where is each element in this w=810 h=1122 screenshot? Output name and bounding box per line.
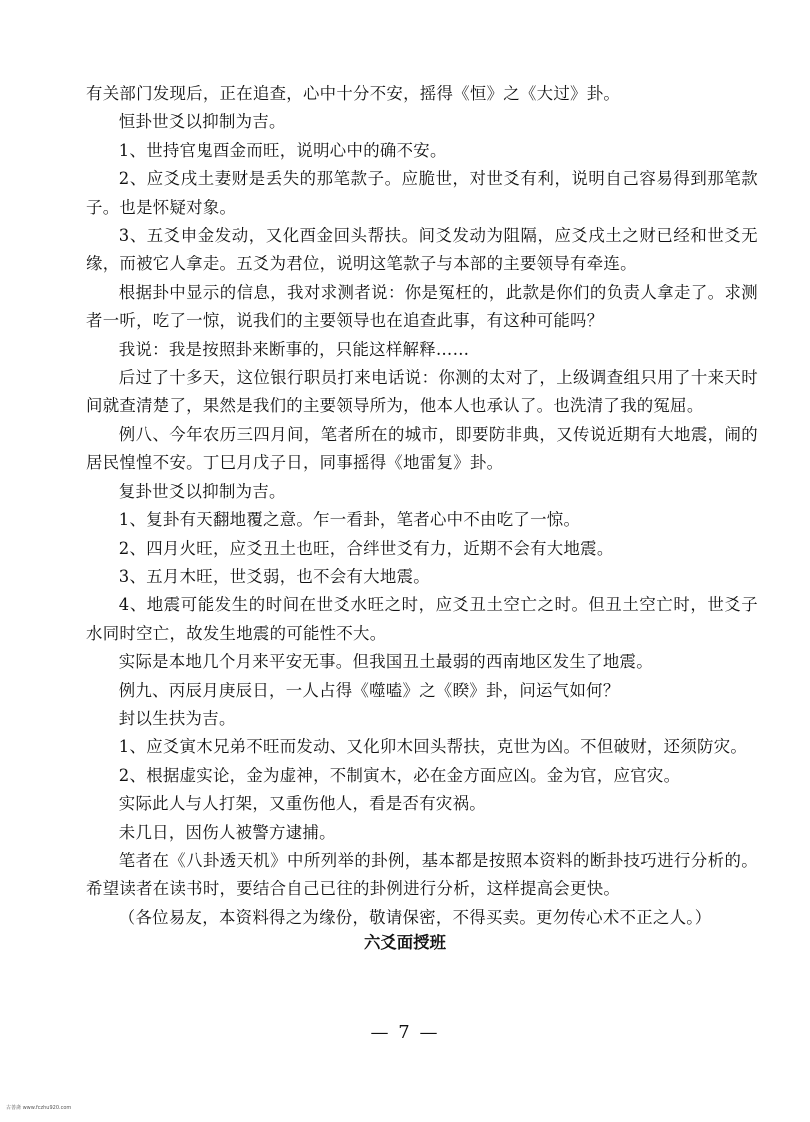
paragraph: 实际是本地几个月来平安无事。但我国丑土最弱的西南地区发生了地震。	[118, 652, 653, 672]
paragraph: 有关部门发现后，正在追查，心中十分不安，摇得《恒》之《大过》卦。	[86, 84, 621, 103]
paragraph: 1、复卦有天翻地覆之意。乍一看卦，笔者心中不由吃了一惊。	[118, 510, 581, 530]
paragraph: 后过了十多天，这位银行职员打来电话说：你测的太对了，上级调查组只用了十来天时间就查清楚了，果然是我们的主要领导所为，他本人也承认了。也洗清了我的冤屈。	[86, 368, 758, 416]
paragraph: 1、应爻寅木兄弟不旺而发动、又化卯木回头帮扶，克世为凶。不但破财，还须防灾。	[118, 737, 748, 757]
paragraph: 2、四月火旺，应爻丑土也旺，合绊世爻有力，近期不会有大地震。	[118, 538, 614, 558]
paragraph: 笔者在《八卦透天机》中所列举的卦例，基本都是按照本资料的断卦技巧进行分析的。希望读者在读书时，要结合自己已往的卦例进行分析，这样提高会更快。	[86, 850, 758, 899]
paragraph: 3、五爻申金发动，又化酉金回头帮扶。间爻发动为阻隔，应爻戌土之财已经和世爻无缘，而被它人拿走。五爻为君位，说明这笔款子与本部的主要领导有牵连。	[86, 226, 758, 274]
paragraph: 4、地震可能发生的时间在世爻水旺之时，应爻丑土空亡之时。但丑土空亡时，世爻子水同时空亡，故发生地震的可能性不大。	[86, 595, 758, 643]
paragraph: 2、根据虚实论，金为虚神，不制寅木，必在金方面应凶。金为官，应官灾。	[118, 765, 681, 785]
paragraph: 未几日，因伤人被警方逮捕。	[118, 822, 336, 842]
body-text	[86, 80, 758, 932]
paragraph: 例八、今年农历三四月间，笔者所在的城市，即要防非典，又传说近期有大地震，闹的居民惶惶不安。丁巳月戊子日，同事摇得《地雷复》卦。	[86, 424, 758, 473]
paragraph: 复卦世爻以抑制为吉。	[118, 481, 286, 501]
paragraph: 根据卦中显示的信息，我对求测者说：你是冤枉的，此款是你们的负责人拿走了。求测者一听，吃了一惊，说我们的主要领导也在追查此事，有这种可能吗？	[86, 282, 758, 331]
paragraph: 实际此人与人打架，又重伤他人，看是否有灾祸。	[118, 794, 486, 814]
paragraph: 1、世持官鬼酉金而旺，说明心中的确不安。	[118, 140, 447, 160]
section-heading: 六爻面授班	[364, 933, 446, 952]
watermark: 古善斋 www.fczhu920.com	[6, 1105, 72, 1111]
paragraph: 2、应爻戌土妻财是丢失的那笔款子。应脆世，对世爻有利，说明自己容易得到那笔款子。也是怀疑对象。	[86, 169, 758, 217]
paragraph: （各位易友，本资料得之为缘份，敬请保密，不得买卖。更勿传心术不正之人。）	[118, 907, 712, 927]
paragraph: 恒卦世爻以抑制为吉。	[118, 112, 286, 132]
paragraph: 例九、丙辰月庚辰日，一人占得《噬嗑》之《睽》卦，问运气如何？	[118, 680, 620, 700]
paragraph: 封以生扶为吉。	[118, 708, 236, 728]
paragraph: 我说：我是按照卦来断事的，只能这样解释……	[118, 339, 470, 359]
page-number: — 7 —	[370, 1022, 440, 1043]
paragraph: 3、五月木旺，世爻弱，也不会有大地震。	[118, 566, 430, 586]
